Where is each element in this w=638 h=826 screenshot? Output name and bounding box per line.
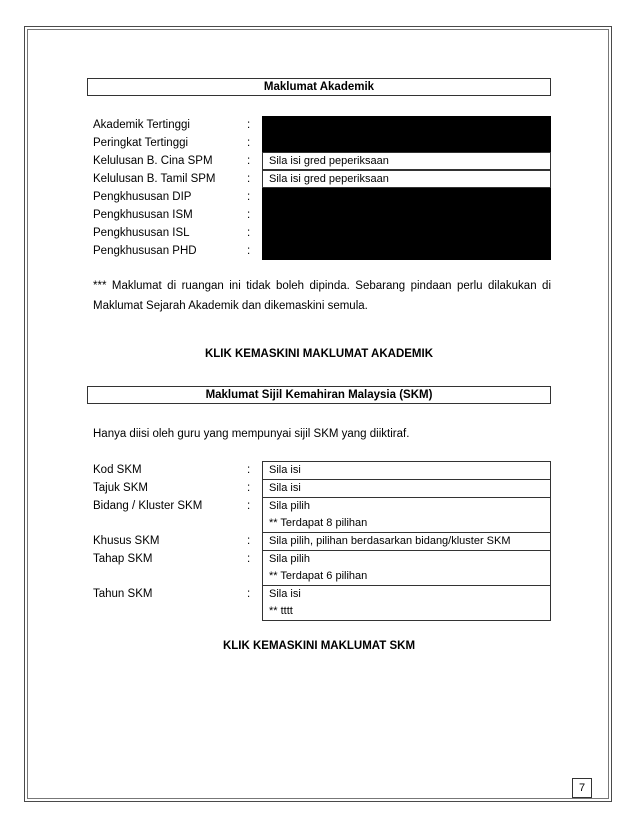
colon: :	[247, 119, 251, 131]
colon: :	[247, 173, 251, 185]
field-value: Sila pilih	[269, 553, 310, 565]
page-number: 7	[572, 778, 592, 798]
colon: :	[247, 482, 251, 494]
field-label: Kelulusan B. Cina SPM	[93, 155, 213, 167]
tahun-skm-input[interactable]	[262, 585, 551, 621]
field-label: Tahap SKM	[93, 553, 153, 565]
tahap-skm-select[interactable]	[262, 550, 551, 586]
field-value: Sila isi gred peperiksaan	[269, 173, 389, 185]
akademik-section-header: Maklumat Akademik	[87, 78, 551, 96]
redacted-field-block	[262, 188, 551, 260]
colon: :	[247, 209, 251, 221]
kelulusan-cina-input[interactable]	[262, 152, 551, 170]
field-value: Sila pilih	[269, 500, 310, 512]
field-label: Khusus SKM	[93, 535, 160, 547]
khusus-skm-select[interactable]	[262, 532, 551, 551]
skm-intro: Hanya diisi oleh guru yang mempunyai sijil SKM yang diiktiraf.	[93, 428, 410, 440]
colon: :	[247, 155, 251, 167]
field-label: Tahun SKM	[93, 588, 153, 600]
kemaskini-akademik-button[interactable]: KLIK KEMASKINI MAKLUMAT AKADEMIK	[204, 348, 434, 360]
colon: :	[247, 137, 251, 149]
field-value: Sila pilih, pilihan berdasarkan bidang/kluster SKM	[269, 535, 511, 547]
field-label: Kod SKM	[93, 464, 142, 476]
skm-section-header: Maklumat Sijil Kemahiran Malaysia (SKM)	[87, 386, 551, 404]
field-value: Sila isi	[269, 482, 301, 494]
akademik-note: *** Maklumat di ruangan ini tidak boleh dipinda. Sebarang pindaan perlu dilakukan di Maklumat Sejarah Akademik dan dikemaskini semula.	[93, 280, 551, 312]
colon: :	[247, 500, 251, 512]
tajuk-skm-input[interactable]	[262, 479, 551, 498]
field-hint: ** tttt	[269, 605, 293, 617]
bidang-skm-select[interactable]	[262, 497, 551, 533]
field-value: Sila isi gred peperiksaan	[269, 155, 389, 167]
field-label: Bidang / Kluster SKM	[93, 500, 203, 512]
colon: :	[247, 464, 251, 476]
field-label: Pengkhususan DIP	[93, 191, 192, 203]
colon: :	[247, 553, 251, 565]
field-label: Kelulusan B. Tamil SPM	[93, 173, 216, 185]
field-hint: ** Terdapat 6 pilihan	[269, 570, 368, 582]
field-label: Peringkat Tertinggi	[93, 137, 189, 149]
colon: :	[247, 227, 251, 239]
kelulusan-tamil-input[interactable]	[262, 170, 551, 188]
field-label: Pengkhususan ISM	[93, 209, 193, 221]
colon: :	[247, 535, 251, 547]
field-value: Sila isi	[269, 588, 301, 600]
field-value: Sila isi	[269, 464, 301, 476]
redacted-field-block	[262, 116, 551, 152]
colon: :	[247, 245, 251, 257]
kod-skm-input[interactable]	[262, 461, 551, 480]
field-label: Tajuk SKM	[93, 482, 148, 494]
kemaskini-skm-button[interactable]: KLIK KEMASKINI MAKLUMAT SKM	[222, 640, 416, 652]
colon: :	[247, 191, 251, 203]
field-label: Pengkhususan PHD	[93, 245, 197, 257]
colon: :	[247, 588, 251, 600]
field-label: Pengkhususan ISL	[93, 227, 190, 239]
field-label: Akademik Tertinggi	[93, 119, 190, 131]
field-hint: ** Terdapat 8 pilihan	[269, 517, 368, 529]
